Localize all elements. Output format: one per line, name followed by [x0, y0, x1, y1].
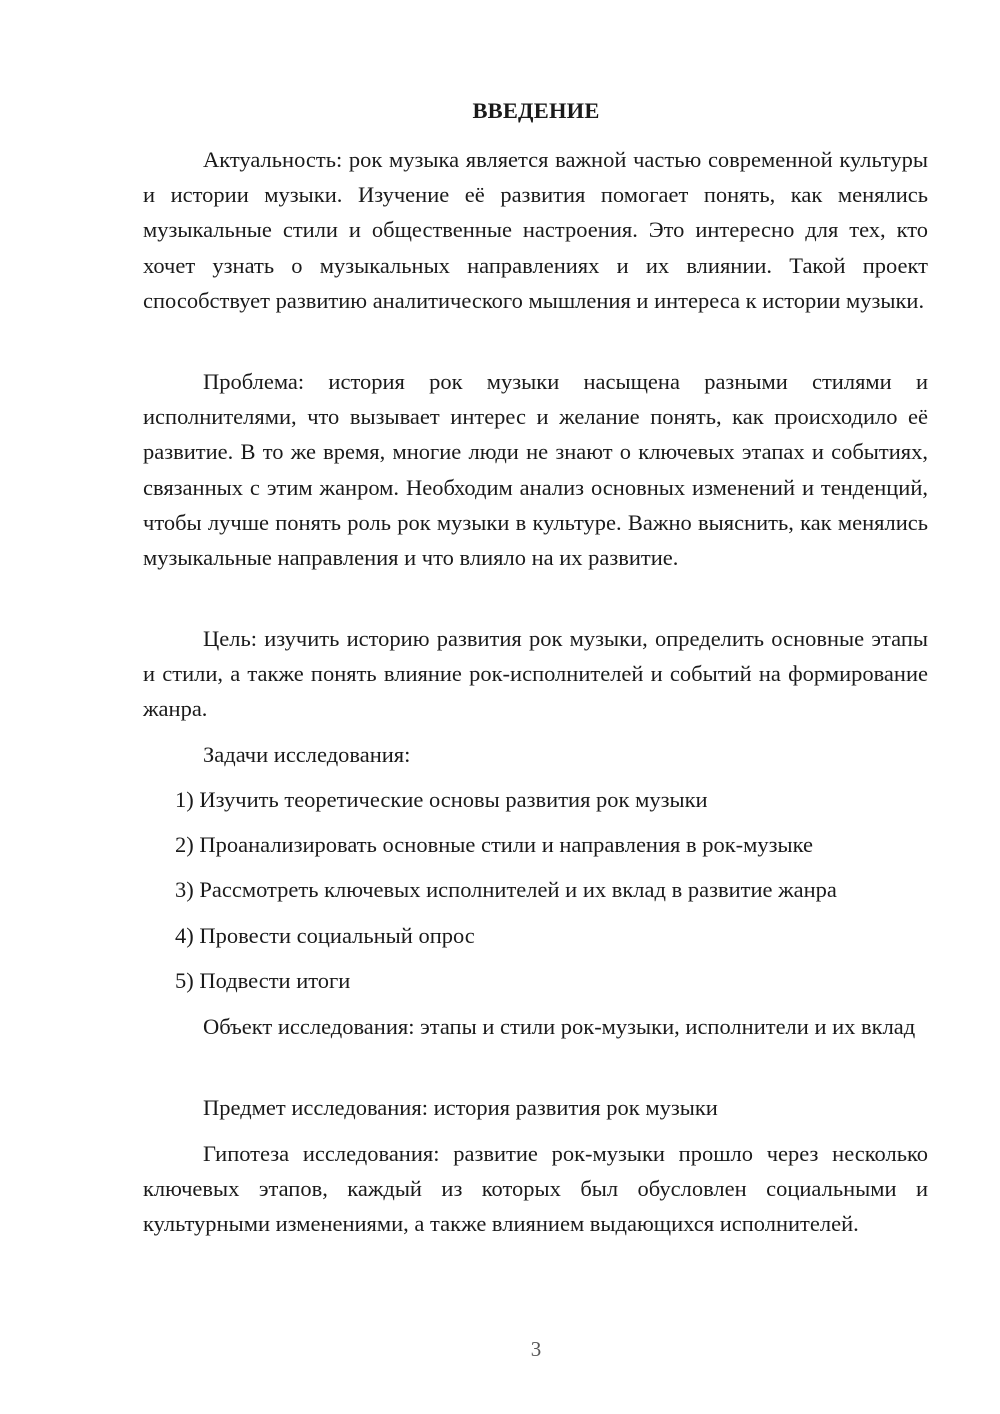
- paragraph-subject: Предмет исследования: история развития рок музыки: [203, 1095, 718, 1120]
- page-number: 3: [530, 1337, 542, 1361]
- paragraph-object: Объект исследования: этапы и стили рок-музыки, исполнители и их вклад: [203, 1014, 916, 1039]
- task-item-3: 3) Рассмотреть ключевых исполнителей и их вклад в развитие жанра: [175, 877, 837, 902]
- task-item-1: 1) Изучить теоретические основы развития рок музыки: [175, 787, 708, 812]
- task-item-2: 2) Проанализировать основные стили и направления в рок-музыке: [175, 832, 814, 857]
- task-item-5: 5) Подвести итоги: [175, 968, 351, 993]
- task-item-4: 4) Провести социальный опрос: [175, 923, 475, 948]
- paragraph-problem: Проблема: история рок музыки насыщена разными стилями и исполнителями, что вызывает интерес и желание понять, как происходило её развитие. В то же время, многие люди не знают о ключевых этапах и событиях, связанных с этим жанром. Необходим анализ основных изменений и тенденций, чтобы лучше понять роль рок музыки в культуре. Важно выяснить, как менялись музыкальные направления и что влияло на их развитие.: [143, 369, 928, 571]
- paragraph-goal: Цель: изучить историю развития рок музыки, определить основные этапы и стили, а также понять влияние рок-исполнителей и событий на формирование жанра.: [143, 626, 928, 722]
- section-title: ВВЕДЕНИЕ: [472, 98, 600, 123]
- tasks-heading: Задачи исследования:: [203, 742, 411, 767]
- paragraph-hypothesis: Гипотеза исследования: развитие рок-музыки прошло через несколько ключевых этапов, каждый из которых был обусловлен социальными и культурными изменениями, а также влиянием выдающихся исполнителей.: [143, 1141, 928, 1237]
- paragraph-relevance: Актуальность: рок музыка является важной частью современной культуры и истории музыки. Изучение её развития помогает понять, как менялись музыкальные стили и общественные настроения. Это интересно для тех, кто хочет узнать о музыкальных направлениях и их влиянии. Такой проект способствует развитию аналитического мышления и интереса к истории музыки.: [143, 147, 928, 313]
